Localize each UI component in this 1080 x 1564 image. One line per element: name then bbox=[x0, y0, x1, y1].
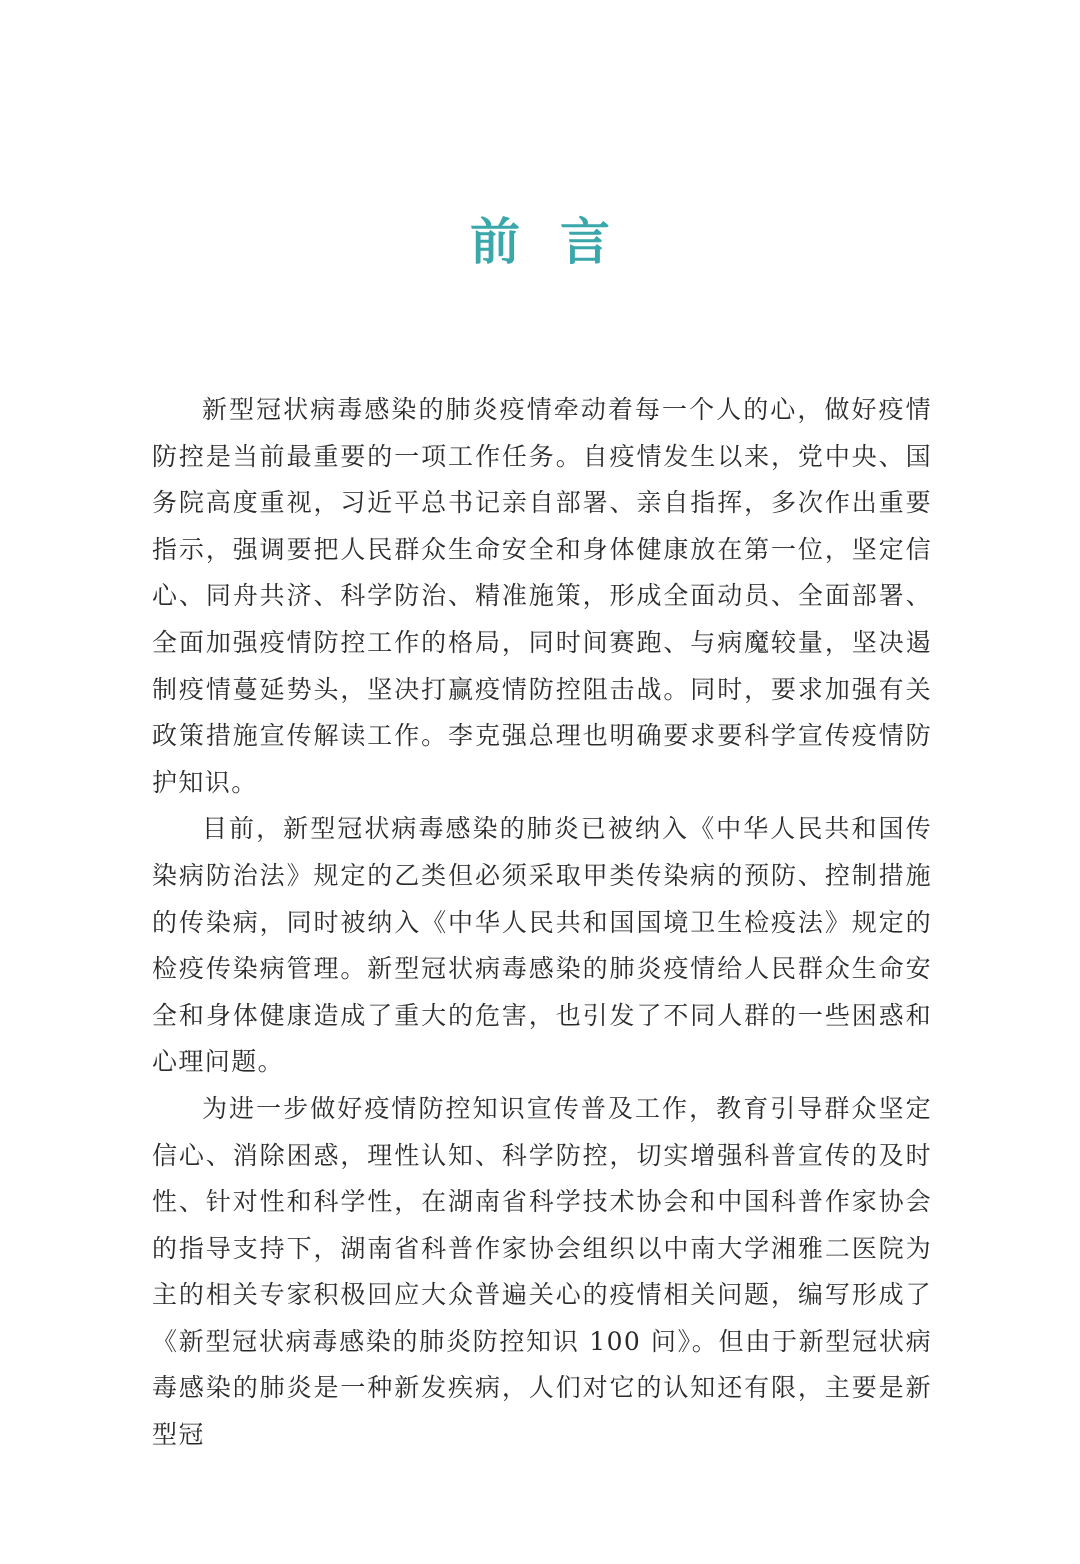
page-title: 前言 bbox=[470, 212, 650, 271]
preface-body bbox=[152, 387, 932, 1459]
paragraph-2: 目前，新型冠状病毒感染的肺炎已被纳入《中华人民共和国传染病防治法》规定的乙类但必须采取甲类传染病的预防、控制措施的传染病，同时被纳入《中华人民共和国国境卫生检疫法》规定的检疫传染病管理。新型冠状病毒感染的肺炎疫情给人民群众生命安全和身体健康造成了重大的危害，也引发了不同人群的一些困惑和心理问题。 bbox=[152, 814, 932, 1077]
paragraph-1: 新型冠状病毒感染的肺炎疫情牵动着每一个人的心，做好疫情防控是当前最重要的一项工作任务。自疫情发生以来，党中央、国务院高度重视，习近平总书记亲自部署、亲自指挥，多次作出重要指示，强调要把人民群众生命安全和身体健康放在第一位，坚定信心、同舟共济、科学防治、精准施策，形成全面动员、全面部署、全面加强疫情防控工作的格局，同时间赛跑、与病魔较量，坚决遏制疫情蔓延势头，坚决打赢疫情防控阻击战。同时，要求加强有关政策措施宣传解读工作。李克强总理也明确要求要科学宣传疫情防护知识。 bbox=[152, 395, 932, 797]
paragraph-3: 为进一步做好疫情防控知识宣传普及工作，教育引导群众坚定信心、消除困惑，理性认知、科学防控，切实增强科普宣传的及时性、针对性和科学性，在湖南省科学技术协会和中国科普作家协会的指导支持下，湖南省科普作家协会组织以中南大学湘雅二医院为主的相关专家积极回应大众普遍关心的疫情相关问题，编写形成了《新型冠状病毒感染的肺炎防控知识 100 问》。但由于新型冠状病毒感染的肺炎是一种新发疾病，人们对它的认知还有限，主要是新型冠 bbox=[152, 1093, 932, 1450]
